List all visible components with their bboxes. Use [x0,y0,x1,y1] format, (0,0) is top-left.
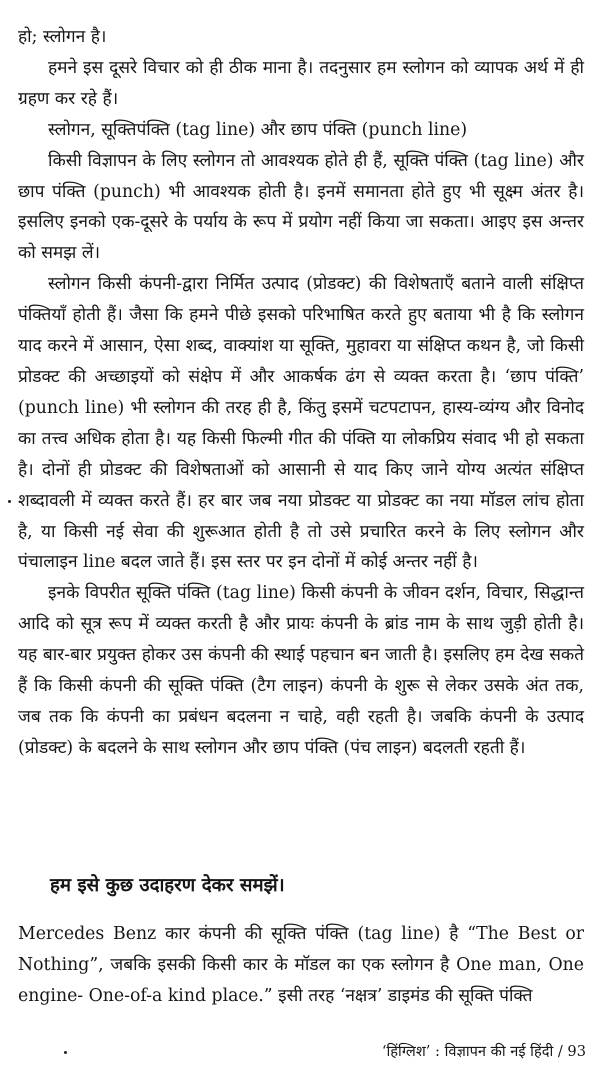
paragraph-slogan-meaning: हमने इस दूसरे विचार को ही ठीक माना है। तदनुसार हम स्लोगन को व्यापक अर्थ में ही ग्रहण कर रहे हैं। [18,57,584,109]
section-heading: हम इसे कुछ उदाहरण देकर समझें। [50,875,285,896]
paragraph-tagline-definition: इनके विपरीत सूक्ति पंक्ति (tag line) किसी कंपनी के जीवन दर्शन, विचार, सिद्धान्त आदि को सूत्र रूप में व्यक्त करती है और प्रायः कंपनी के ब्रांड नाम के साथ जुड़ी होती है। यह बार-बार प्रयुक्त होकर उस कंपनी की स्थाई पहचान बन जाती है। इसलिए हम देख सकते हैं कि किसी कंपनी की सूक्ति पंक्ति (टैग लाइन) कंपनी के शुरू से लेकर उसके अंत तक, जब तक कि कंपनी का प्रबंधन बदलना न चाहे, वही रहती है। जबकि कंपनी के उत्पाद (प्रोडक्ट) के बदलने के साथ स्लोगन और छाप पंक्ति (पंच लाइन) बदलती रहती हैं। [18,583,584,758]
page-footer: ‘हिंग्लिश’ : विज्ञापन की नई हिंदी / 93 [381,1043,586,1060]
scan-speck [64,1051,67,1054]
paragraph-slogan-definition: स्लोगन किसी कंपनी-द्वारा निर्मित उत्पाद (प्रोडक्ट) की विशेषताएँ बताने वाली संक्षिप्त पंक्तियाँ होती हैं। जैसा कि हमने पीछे इसको परिभाषित करते हुए बताया भी है कि स्लोगन याद करने में आसान, ऐसा शब्द, वाक्यांश या सूक्ति, मुहावरा या संक्षिप्त कथन है, जो किसी प्रोडक्ट की अच्छाइयों को संक्षेप में और आकर्षक ढंग से व्यक्त करता है। ‘छाप पंक्ति’ (punch line) भी स्लोगन की तरह ही है, किंतु इसमें चटपटापन, हास्य-व्यंग्य और विनोद का तत्त्व अधिक होता है। यह किसी फिल्मी गीत की पंक्ति या लोकप्रिय संवाद भी हो सकता है। दोनों ही प्रोडक्ट की विशेषताओं को आसानी से याद किए जाने योग्य अत्यंत संक्षिप्त शब्दावली में व्यक्त करते हैं। हर बार जब नया प्रोडक्ट या प्रोडक्ट का नया मॉडल लांच होता है, या किसी नई सेवा की शुरूआत होती है तो उसे प्रचारित करने के लिए स्लोगन और पंचालाइन line बदल जाते हैं। इस स्तर पर इन दोनों में कोई अन्तर नहीं है। [18,274,584,573]
example-paragraph: Mercedes Benz कार कंपनी की सूक्ति पंक्ति (tag line) है “The Best or Nothing”, जबकि इसकी किसी कार के मॉडल का एक स्लोगन है One man, One engine- One-of-a kind place.” इसी तरह ‘नक्षत्र’ डाइमंड की सूक्ति पंक्ति [18,924,584,1006]
scan-speck [8,500,11,503]
paragraph-continuation: हो; स्लोगन है। [18,27,107,47]
paragraph-difference-intro: किसी विज्ञापन के लिए स्लोगन तो आवश्यक होते ही हैं, सूक्ति पंक्ति (tag line) और छाप पंक्ति (punch) भी आवश्यक होती है। इनमें समानता होते हुए भी सूक्ष्म अंतर है। इसलिए इनको एक-दूसरे के पर्याय के रूप में प्रयोग नहीं किया जा सकता। आइए इस अन्तर को समझ लें। [18,150,584,264]
subheading-slogan-tagline-punchline: स्लोगन, सूक्तिपंक्ति (tag line) और छाप पंक्ति (punch line) [48,119,468,140]
body-text [18,22,584,764]
